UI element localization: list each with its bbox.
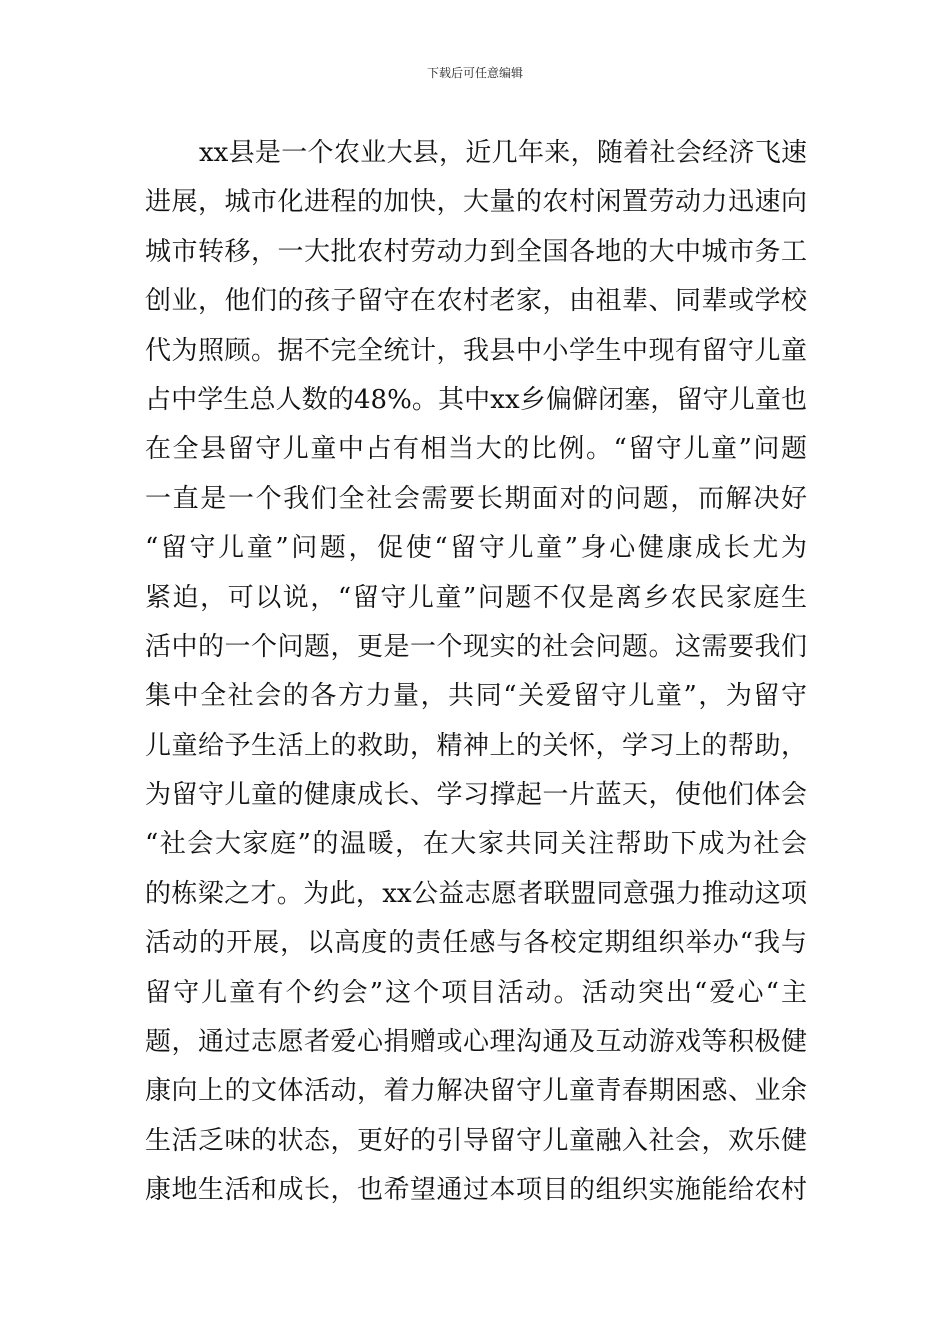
paragraph-line: 生活乏味的状态，更好的引导留守儿童融入社会，欢乐健 — [145, 1125, 807, 1156]
paragraph-line: 一直是一个我们全社会需要长期面对的问题，而解决好 — [145, 483, 807, 514]
paragraph-line: 留守儿童有个约会”这个项目活动。活动突出“爱心“主 — [145, 977, 807, 1008]
paragraph-line: 代为照顾。据不完全统计，我县中小学生中现有留守儿童 — [145, 335, 807, 366]
paragraph-line: 康向上的文体活动，着力解决留守儿童青春期困惑、业余 — [145, 1076, 807, 1107]
paragraph-line: “留守儿童”问题，促使“留守儿童”身心健康成长尤为 — [145, 533, 807, 564]
paragraph-line: 儿童给予生活上的救助，精神上的关怀，学习上的帮助， — [145, 730, 807, 761]
paragraph-line: 活中的一个问题，更是一个现实的社会问题。这需要我们 — [145, 631, 807, 662]
paragraph-line: 集中全社会的各方力量，共同“关爱留守儿童”，为留守 — [145, 681, 807, 712]
paragraph-line: xx县是一个农业大县，近几年来，随着社会经济飞速 — [199, 138, 807, 168]
paragraph-line: 活动的开展，以高度的责任感与各校定期组织举办“我与 — [145, 928, 807, 959]
paragraph-line: “社会大家庭”的温暖，在大家共同关注帮助下成为社会 — [145, 829, 807, 860]
paragraph-line: 为留守儿童的健康成长、学习撑起一片蓝天，使他们体会 — [145, 780, 807, 811]
paragraph-line: 创业，他们的孩子留守在农村老家，由祖辈、同辈或学校 — [145, 286, 807, 317]
body-paragraph — [145, 129, 807, 1216]
paragraph-line: 进展，城市化进程的加快，大量的农村闲置劳动力迅速向 — [145, 187, 807, 218]
paragraph-line: 题，通过志愿者爱心捐赠或心理沟通及互动游戏等积极健 — [145, 1027, 807, 1058]
paragraph-line: 在全县留守儿童中占有相当大的比例。“留守儿童”问题 — [145, 434, 807, 465]
paragraph-line: 紧迫，可以说，“留守儿童”问题不仅是离乡农民家庭生 — [145, 582, 807, 613]
paragraph-line: 占中学生总人数的48%。其中xx乡偏僻闭塞，留守儿童也 — [145, 384, 807, 415]
page-header-note: 下载后可任意编辑 — [426, 66, 523, 80]
paragraph-line: 城市转移，一大批农村劳动力到全国各地的大中城市务工 — [145, 236, 807, 267]
paragraph-line: 康地生活和成长，也希望通过本项目的组织实施能给农村 — [145, 1175, 807, 1206]
paragraph-line: 的栋梁之才。为此，xx公益志愿者联盟同意强力推动这项 — [145, 878, 807, 909]
